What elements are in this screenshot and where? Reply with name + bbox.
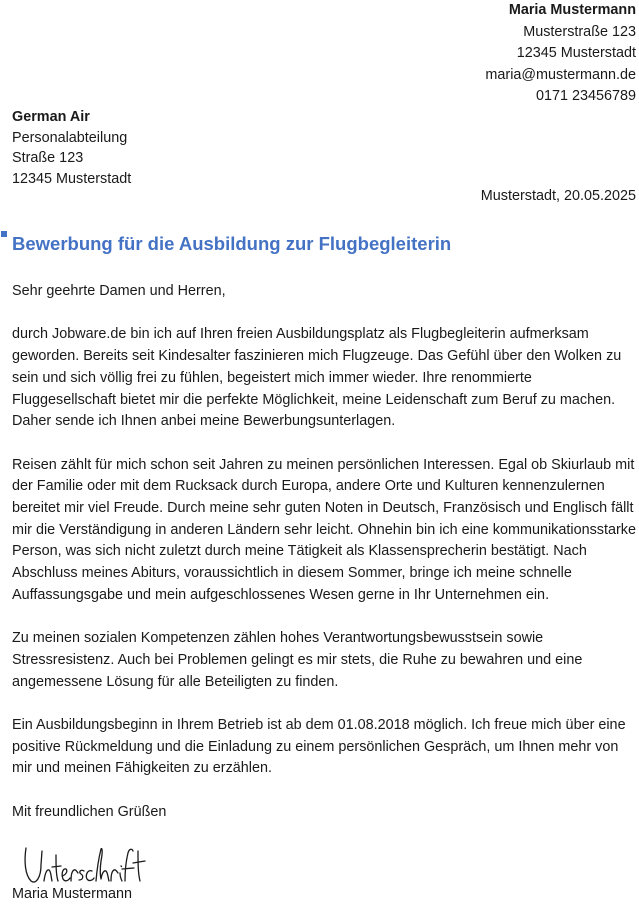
paragraph-3: Zu meinen sozialen Kompetenzen zählen hohes Verantwortungsbewusstsein sowie Stressresistenz. Auch bei Problemen gelingt es mir stets, die Ruhe zu bewahren und eine angemessene Lösung für alle Beteiligten zu finden. — [12, 630, 583, 690]
recipient-company: German Air — [12, 109, 90, 125]
paragraph-1: durch Jobware.de bin ich auf Ihren freien Ausbildungsplatz als Flugbegleiterin aufmerksam geworden. Bereits seit Kindesalter faszinieren mich Flugzeuge. Das Gefühl über den Wolken zu sein und sich völlig frei zu fühlen, begeistert mich immer wieder. Ihre renommierte Fluggesellschaft bietet mir die perfekte Möglichkeit, meine Leidenschaft zum Beruf zu machen. Daher sende ich Ihnen anbei meine Bewerbungsunterlagen. — [12, 326, 622, 430]
sender-address — [485, 0, 636, 108]
paragraph-2: Reisen zählt für mich schon seit Jahren zu meinen persönlichen Interessen. Egal ob Skiurlaub mit der Familie oder mit dem Rucksack durch Europa, andere Orte und Kulturen kennenzulernen bereitet mir viel Freude. Durch meine sehr guten Noten in Deutsch, Französisch und Englisch fällt mir die Verständigung in anderen Ländern sehr leicht. Ohnehin bin ich eine kommunikationsstarke Person, was sich nicht zuletzt durch meine Tätigkeit als Klassensprecherin bestätigt. Nach Abschluss meines Abiturs, voraussichtlich in diesem Sommer, bringe ich meine schnelle Auffassungsgabe und mein aufgeschlossenes Wesen gerne in Ihr Unternehmen ein. — [12, 456, 636, 603]
closing: Mit freundlichen Grüßen — [12, 803, 167, 820]
sender-city: 12345 Musterstadt — [516, 45, 636, 61]
letter-subject: Bewerbung für die Ausbildung zur Flugbegleiterin — [12, 233, 452, 254]
paragraph-4: Ein Ausbildungsbeginn in Ihrem Betrieb ist ab dem 01.08.2018 möglich. Ich freue mich über eine positive Rückmeldung und die Einladung zu einem persönlichen Gespräch, um Ihnen mehr von mir und meinen Fähigkeiten zu erzählen. — [12, 717, 626, 777]
sender-name: Maria Mustermann — [508, 2, 636, 18]
signer-name: Maria Mustermann — [12, 886, 132, 902]
signature-drawing — [22, 843, 147, 887]
salutation: Sehr geehrte Damen und Herren, — [12, 283, 226, 299]
recipient-street: Straße 123 — [12, 150, 84, 166]
recipient-department: Personalabteilung — [12, 129, 128, 146]
heading-marker — [1, 231, 7, 237]
letter-date: Musterstadt, 20.05.2025 — [480, 188, 636, 204]
sender-street: Musterstraße 123 — [523, 23, 636, 40]
recipient-address — [12, 107, 131, 189]
sender-phone: 0171 23456789 — [535, 88, 636, 104]
letter-body — [12, 281, 636, 845]
sender-email: maria@mustermann.de — [485, 66, 636, 83]
recipient-city: 12345 Musterstadt — [12, 170, 132, 187]
